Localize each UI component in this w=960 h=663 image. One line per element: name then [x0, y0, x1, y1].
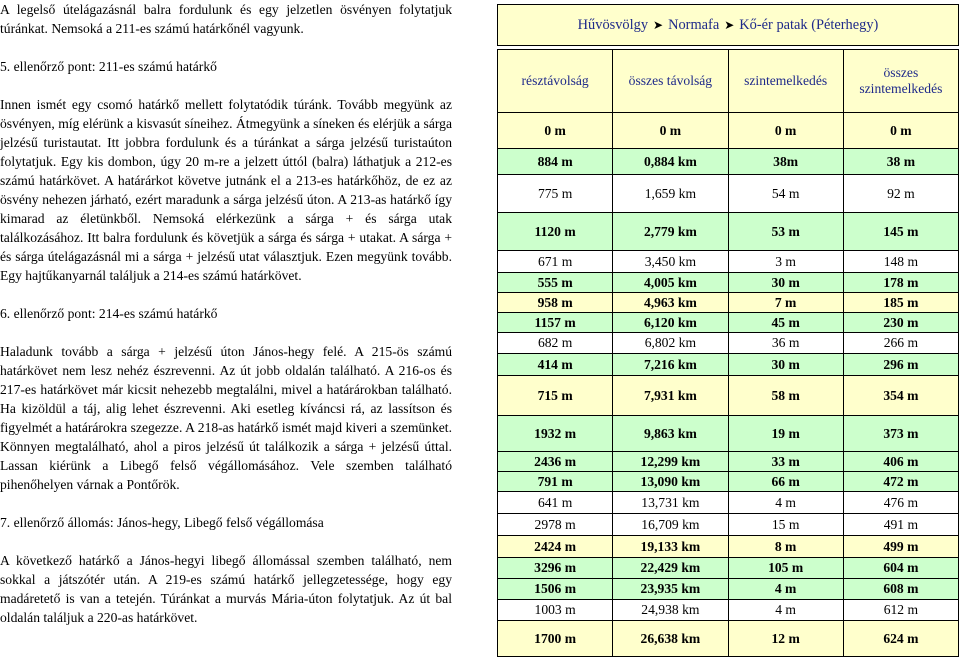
segment-distance-cell: 1700 m [498, 621, 613, 657]
segment-distance-cell: 1506 m [498, 579, 613, 600]
table-row [498, 251, 959, 273]
elevation-gain-cell: 54 m [728, 175, 843, 213]
segment-distance-cell: 1003 m [498, 600, 613, 621]
route-stop-1: Hűvösvölgy [577, 16, 649, 33]
total-elevation-cell: 145 m [843, 213, 958, 251]
header-elevation-gain: szintemelkedés [728, 50, 843, 113]
section-5-heading: 5. ellenőrző pont: 211-es számú határkő [0, 59, 217, 74]
total-elevation-cell: 296 m [843, 354, 958, 376]
total-distance-cell: 13,731 km [613, 492, 728, 514]
text-column [0, 0, 452, 627]
table-row [498, 293, 959, 313]
elevation-gain-cell: 36 m [728, 333, 843, 354]
total-distance-cell: 0 m [613, 113, 728, 149]
section-5-paragraph: Innen ismét egy csomó határkő mellett folytatódik túránk. Tovább megyünk az ösvényen, míg elérünk a kisvasút síneihez. Átmegyünk a síneken és elérjük a sárga jelzésű turistautat. Itt jobbra fordulunk és a túránkat a sárga jelzésű turistaúton folytatjuk. Egy kis dombon, úgy 20 m-re a jelzett úttól (balra) láthatjuk a 212-es számú határkövet. A határárkot követve jutnánk el a 213-es határkőhöz, de ez az ösvény nehezen járható, ezért maradunk a sárga jelzésű úton. A 213-as határkő így kimarad az életünkből. Nemsoká elérkezünk a sárga + és sárga utak találkozásához. Itt balra fordulunk és követjük a sárga és sárga + utakat. A sárga + és sárga útelágazásnál mi a sárga + jelzésű utat választjuk. Ezen megyünk tovább. Egy hajtűkanyarnál találjuk a 214-es számú határkövet. [0, 97, 452, 283]
segment-distance-cell: 671 m [498, 251, 613, 273]
elevation-gain-cell: 30 m [728, 273, 843, 293]
elevation-gain-cell: 0 m [728, 113, 843, 149]
segment-distance-cell: 2424 m [498, 536, 613, 558]
total-elevation-cell: 185 m [843, 293, 958, 313]
total-elevation-cell: 608 m [843, 579, 958, 600]
segment-distance-cell: 0 m [498, 113, 613, 149]
total-distance-cell: 26,638 km [613, 621, 728, 657]
total-distance-cell: 23,935 km [613, 579, 728, 600]
total-elevation-cell: 406 m [843, 452, 958, 472]
total-elevation-cell: 92 m [843, 175, 958, 213]
total-distance-cell: 19,133 km [613, 536, 728, 558]
total-distance-cell: 16,709 km [613, 514, 728, 536]
segment-distance-cell: 1157 m [498, 313, 613, 333]
table-row [498, 175, 959, 213]
section-6-heading: 6. ellenőrző pont: 214-es számú határkő [0, 306, 218, 321]
segment-distance-cell: 715 m [498, 376, 613, 416]
total-elevation-cell: 624 m [843, 621, 958, 657]
total-elevation-cell: 472 m [843, 472, 958, 492]
distance-table [497, 49, 959, 657]
total-distance-cell: 3,450 km [613, 251, 728, 273]
total-elevation-cell: 612 m [843, 600, 958, 621]
segment-distance-cell: 414 m [498, 354, 613, 376]
total-elevation-cell: 0 m [843, 113, 958, 149]
elevation-gain-cell: 66 m [728, 472, 843, 492]
total-distance-cell: 7,216 km [613, 354, 728, 376]
table-row [498, 354, 959, 376]
elevation-gain-cell: 19 m [728, 416, 843, 452]
table-row [498, 213, 959, 251]
table-row [498, 149, 959, 175]
total-distance-cell: 6,120 km [613, 313, 728, 333]
total-elevation-cell: 491 m [843, 514, 958, 536]
elevation-gain-cell: 30 m [728, 354, 843, 376]
table-row [498, 621, 959, 657]
elevation-gain-cell: 4 m [728, 579, 843, 600]
total-elevation-cell: 148 m [843, 251, 958, 273]
table-row [498, 452, 959, 472]
elevation-gain-cell: 45 m [728, 313, 843, 333]
total-distance-cell: 4,005 km [613, 273, 728, 293]
table-row [498, 514, 959, 536]
section-6-paragraph: Haladunk tovább a sárga + jelzésű úton János-hegy felé. A 215-ös számú határkövet nem lesz nehéz észrevenni. Az út jobb oldalán található. A 216-os és 217-es határkövet már kicsit nehezebb megtalálni, mivel a határárokban található. Ha kizöldül a táj, alig lehet észrevenni. Aki esetleg kíváncsi rá, az lassítson és figyelmét a határárokra szegezze. A 218-as határkő ismét majd kiveri a szemünket. Könnyen megtalálható, ahol a piros jelzésű út találkozik a sárga + jelzésű úttal. Lassan kiérünk a Libegő felső végállomásához. Vele szemben található pihenőhelyen várnak a Pontőrök. [0, 344, 452, 492]
elevation-gain-cell: 4 m [728, 492, 843, 514]
arrow-icon: ➤ [724, 17, 735, 32]
total-distance-cell: 7,931 km [613, 376, 728, 416]
table-row [498, 416, 959, 452]
route-title [497, 4, 959, 46]
table-row [498, 579, 959, 600]
total-elevation-cell: 38 m [843, 149, 958, 175]
arrow-icon: ➤ [653, 17, 664, 32]
table-row [498, 600, 959, 621]
segment-distance-cell: 791 m [498, 472, 613, 492]
elevation-gain-cell: 3 m [728, 251, 843, 273]
table-row [498, 376, 959, 416]
total-distance-cell: 13,090 km [613, 472, 728, 492]
total-elevation-cell: 178 m [843, 273, 958, 293]
total-distance-cell: 9,863 km [613, 416, 728, 452]
elevation-gain-cell: 8 m [728, 536, 843, 558]
segment-distance-cell: 555 m [498, 273, 613, 293]
intro-paragraph: A legelső útelágazásnál balra fordulunk és egy jelzetlen ösvényen folytatjuk túránkat. Nemsoká a 211-es számú határkőnél vagyunk. [0, 2, 452, 36]
total-distance-cell: 1,659 km [613, 175, 728, 213]
total-elevation-cell: 266 m [843, 333, 958, 354]
header-total-distance: összes távolság [613, 50, 728, 113]
elevation-gain-cell: 15 m [728, 514, 843, 536]
elevation-gain-cell: 53 m [728, 213, 843, 251]
route-stop-3: Kő-ér patak (Péterhegy) [739, 16, 879, 33]
distance-table-panel [497, 4, 959, 657]
segment-distance-cell: 958 m [498, 293, 613, 313]
elevation-gain-cell: 4 m [728, 600, 843, 621]
table-body [498, 113, 959, 657]
segment-distance-cell: 775 m [498, 175, 613, 213]
table-row [498, 113, 959, 149]
total-distance-cell: 2,779 km [613, 213, 728, 251]
table-row [498, 273, 959, 293]
segment-distance-cell: 2978 m [498, 514, 613, 536]
segment-distance-cell: 682 m [498, 333, 613, 354]
total-elevation-cell: 499 m [843, 536, 958, 558]
segment-distance-cell: 1932 m [498, 416, 613, 452]
elevation-gain-cell: 7 m [728, 293, 843, 313]
segment-distance-cell: 3296 m [498, 558, 613, 579]
table-row [498, 558, 959, 579]
segment-distance-cell: 1120 m [498, 213, 613, 251]
section-7-paragraph: A következő határkő a János-hegyi libegő állomással szemben található, nem sokkal a játszótér után. A 219-es számú határkő jellegzetessége, hogy egy madáretető is van a tetején. Túránkat a murvás Mária-úton folytatjuk. Az út bal oldalán találjuk a 220-as határkövet. [0, 553, 452, 625]
total-distance-cell: 4,963 km [613, 293, 728, 313]
elevation-gain-cell: 38m [728, 149, 843, 175]
table-row [498, 313, 959, 333]
elevation-gain-cell: 105 m [728, 558, 843, 579]
table-row [498, 536, 959, 558]
total-elevation-cell: 476 m [843, 492, 958, 514]
total-distance-cell: 12,299 km [613, 452, 728, 472]
route-stop-2: Normafa [668, 16, 720, 33]
section-7-heading: 7. ellenőrző állomás: János-hegy, Libegő felső végállomása [0, 515, 324, 530]
total-elevation-cell: 373 m [843, 416, 958, 452]
total-distance-cell: 6,802 km [613, 333, 728, 354]
total-distance-cell: 24,938 km [613, 600, 728, 621]
segment-distance-cell: 641 m [498, 492, 613, 514]
header-total-elevation-gain: összes szintemelkedés [843, 50, 958, 113]
table-row [498, 492, 959, 514]
elevation-gain-cell: 12 m [728, 621, 843, 657]
elevation-gain-cell: 58 m [728, 376, 843, 416]
total-elevation-cell: 230 m [843, 313, 958, 333]
table-row [498, 472, 959, 492]
total-elevation-cell: 604 m [843, 558, 958, 579]
segment-distance-cell: 2436 m [498, 452, 613, 472]
segment-distance-cell: 884 m [498, 149, 613, 175]
total-distance-cell: 0,884 km [613, 149, 728, 175]
table-row [498, 333, 959, 354]
header-segment-distance: résztávolság [498, 50, 613, 113]
total-distance-cell: 22,429 km [613, 558, 728, 579]
total-elevation-cell: 354 m [843, 376, 958, 416]
elevation-gain-cell: 33 m [728, 452, 843, 472]
